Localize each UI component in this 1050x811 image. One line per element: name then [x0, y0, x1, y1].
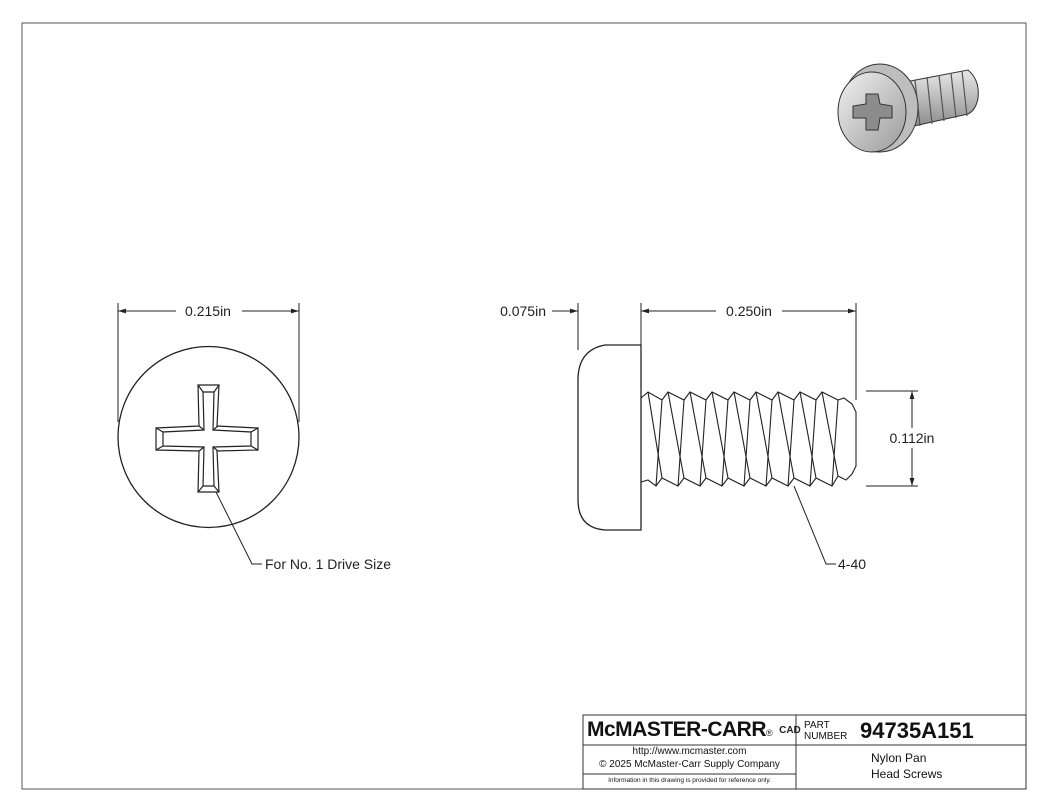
- copyright-notice: © 2025 McMaster-Carr Supply Company: [599, 759, 780, 770]
- head-height-label: 0.075in: [500, 303, 546, 319]
- iso-head: [838, 64, 918, 152]
- diameter-label: 0.215in: [185, 303, 231, 319]
- part-number: 94735A151: [860, 718, 974, 743]
- end-view: [118, 300, 391, 572]
- side-head-outline: [578, 345, 641, 530]
- cad-mark: CAD: [779, 725, 801, 736]
- title-block: [583, 715, 1026, 789]
- thread-diameter-label: 0.112in: [889, 430, 935, 446]
- side-view: [500, 300, 942, 572]
- registered-mark: ®: [766, 728, 773, 738]
- isometric-view: [838, 64, 978, 152]
- company-logo: [587, 718, 801, 744]
- part-number-label: PART NUMBER: [804, 720, 848, 742]
- company-url[interactable]: http://www.mcmaster.com: [632, 746, 747, 757]
- length-label: 0.250in: [726, 303, 772, 319]
- company-name: McMASTER-CARR: [587, 718, 766, 741]
- drive-size-callout: For No. 1 Drive Size: [265, 556, 392, 572]
- part-description: Nylon Pan Head Screws: [871, 751, 943, 781]
- thread-leader-line: [794, 486, 836, 564]
- reference-disclaimer: Information in this drawing is provided for reference only.: [608, 777, 771, 784]
- thread-body: [641, 392, 856, 486]
- thread-callout: 4-40: [838, 556, 867, 572]
- screw-head-outline: [118, 347, 299, 528]
